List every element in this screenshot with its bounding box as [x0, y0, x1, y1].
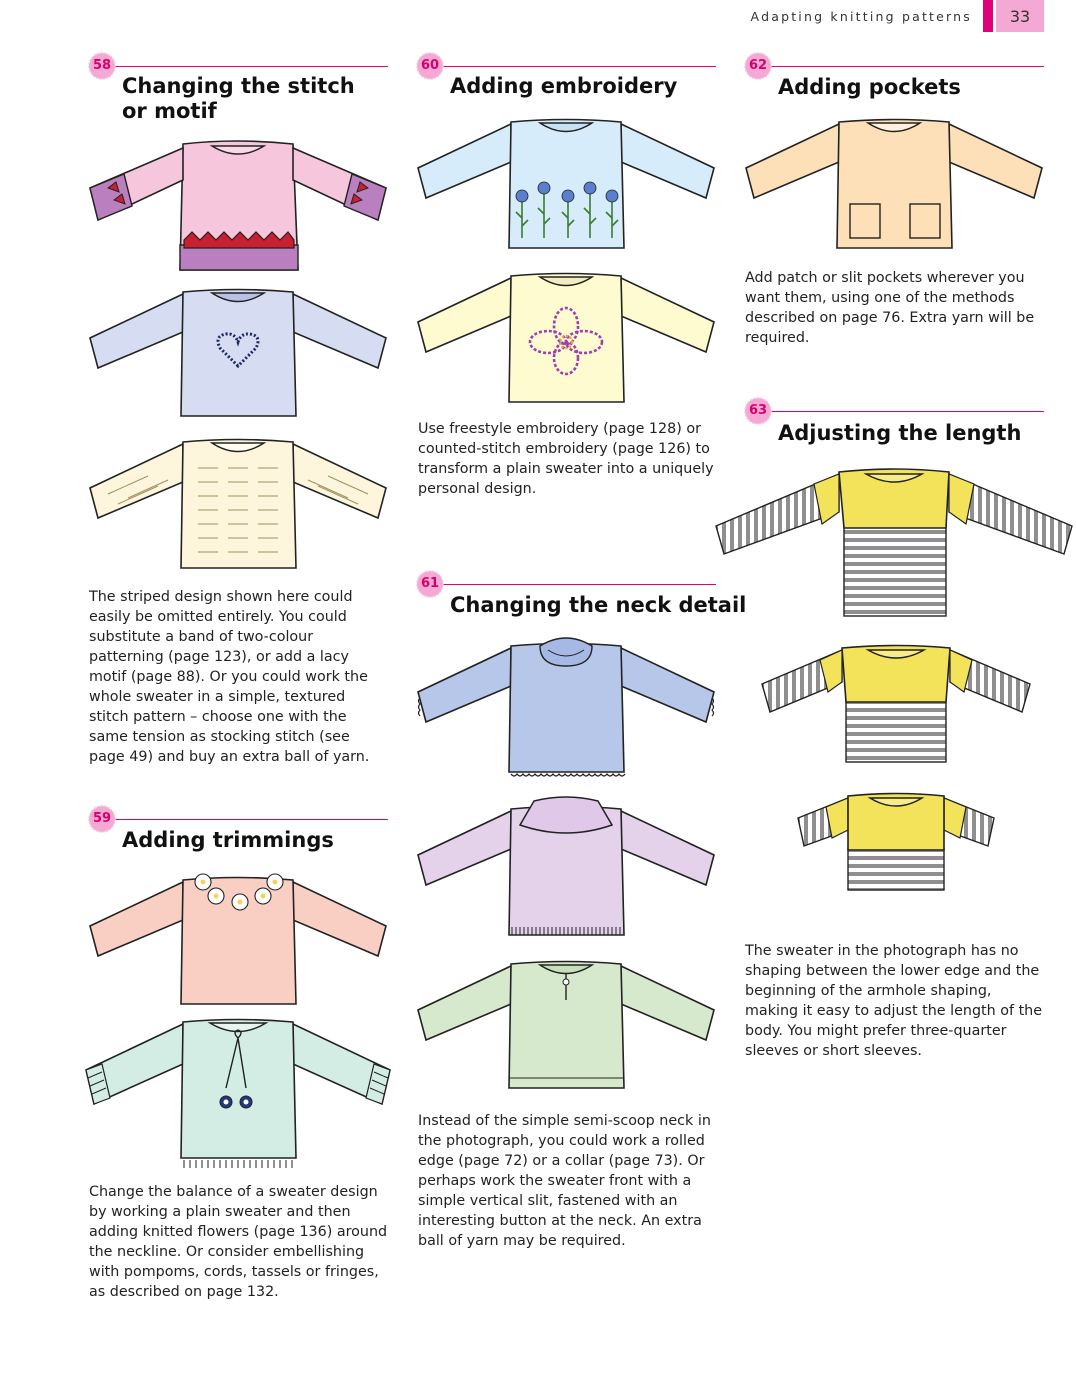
section-number: 59	[92, 811, 112, 826]
section-number: 62	[748, 58, 768, 73]
section-rule	[762, 66, 1044, 67]
section-rule	[434, 584, 716, 585]
sweater-collar-icon	[416, 795, 716, 941]
page-number: 33	[996, 0, 1044, 32]
section-title-line: Changing the stitch	[122, 74, 355, 98]
page-tab-marker	[983, 0, 993, 32]
sweater-embroidered-flowers-icon	[416, 118, 716, 250]
running-head: Adapting knitting patterns	[750, 9, 972, 24]
sweater-three-quarter-striped-icon	[760, 644, 1032, 764]
section-body-text: Add patch or slit pockets wherever you want them, using one of the methods described on page 76. Extra yarn will be required.	[745, 270, 1035, 346]
section-title	[122, 74, 355, 124]
section-number: 63	[748, 403, 768, 418]
sweater-pockets-icon	[744, 118, 1044, 250]
section-number: 61	[420, 576, 440, 591]
section-rule	[106, 819, 388, 820]
section-rule	[434, 66, 716, 67]
section-title: Changing the neck detail	[450, 593, 747, 617]
section-title-line: or motif	[122, 99, 217, 123]
section-body-text: Instead of the simple semi-scoop neck in the photograph, you could work a rolled edge (page 72) or a collar (page 73). Or perhaps work the sweater front with a simple vertical slit, fastened with an interesting button at the neck. An extra ball of yarn may be required.	[418, 1113, 711, 1249]
section-body-text: Change the balance of a sweater design by working a plain sweater and then adding knitted flowers (page 136) around the neckline. Or consider embellishing with pompoms, cords, tassels or fringes, as described on page 132.	[89, 1184, 388, 1300]
sweater-slit-neck-icon	[416, 960, 716, 1092]
sweater-cross-stitch-flower-icon	[416, 272, 716, 404]
sweater-diamond-motif-icon	[88, 140, 388, 275]
section-number: 58	[92, 58, 112, 73]
section-title: Adjusting the length	[778, 421, 1022, 445]
section-body-text: The sweater in the photograph has no shaping between the lower edge and the beginning of the armhole shaping, making it easy to adjust the length of the body. You might prefer three-quarter sleeves or short sleeves.	[745, 943, 1043, 1059]
section-body-text: The striped design shown here could easily be omitted entirely. You could substitute a band of two-colour patterning (page 123), or add a lacy motif (page 88). Or you could work the whole sweater in a simple, textured stitch pattern – choose one with the same tension as stocking stitch (see page 49) and buy an extra ball of yarn.	[89, 589, 370, 765]
sweater-textured-stitch-icon	[88, 438, 388, 570]
section-body-text: Use freestyle embroidery (page 128) or counted-stitch embroidery (page 126) to transform a plain sweater into a uniquely personal design.	[418, 421, 714, 497]
section-title: Adding pockets	[778, 75, 961, 99]
sweater-pompom-cord-icon	[80, 1018, 396, 1170]
sweater-flower-trim-icon	[88, 868, 388, 1008]
section-rule	[762, 411, 1044, 412]
section-number: 60	[420, 58, 440, 73]
sweater-long-striped-icon	[714, 466, 1074, 618]
sweater-short-striped-icon	[796, 792, 996, 892]
section-title: Adding trimmings	[122, 828, 334, 852]
sweater-rolled-edge-icon	[416, 632, 716, 778]
section-rule	[106, 66, 388, 67]
sweater-heart-motif-icon	[88, 288, 388, 418]
section-title: Adding embroidery	[450, 74, 678, 98]
